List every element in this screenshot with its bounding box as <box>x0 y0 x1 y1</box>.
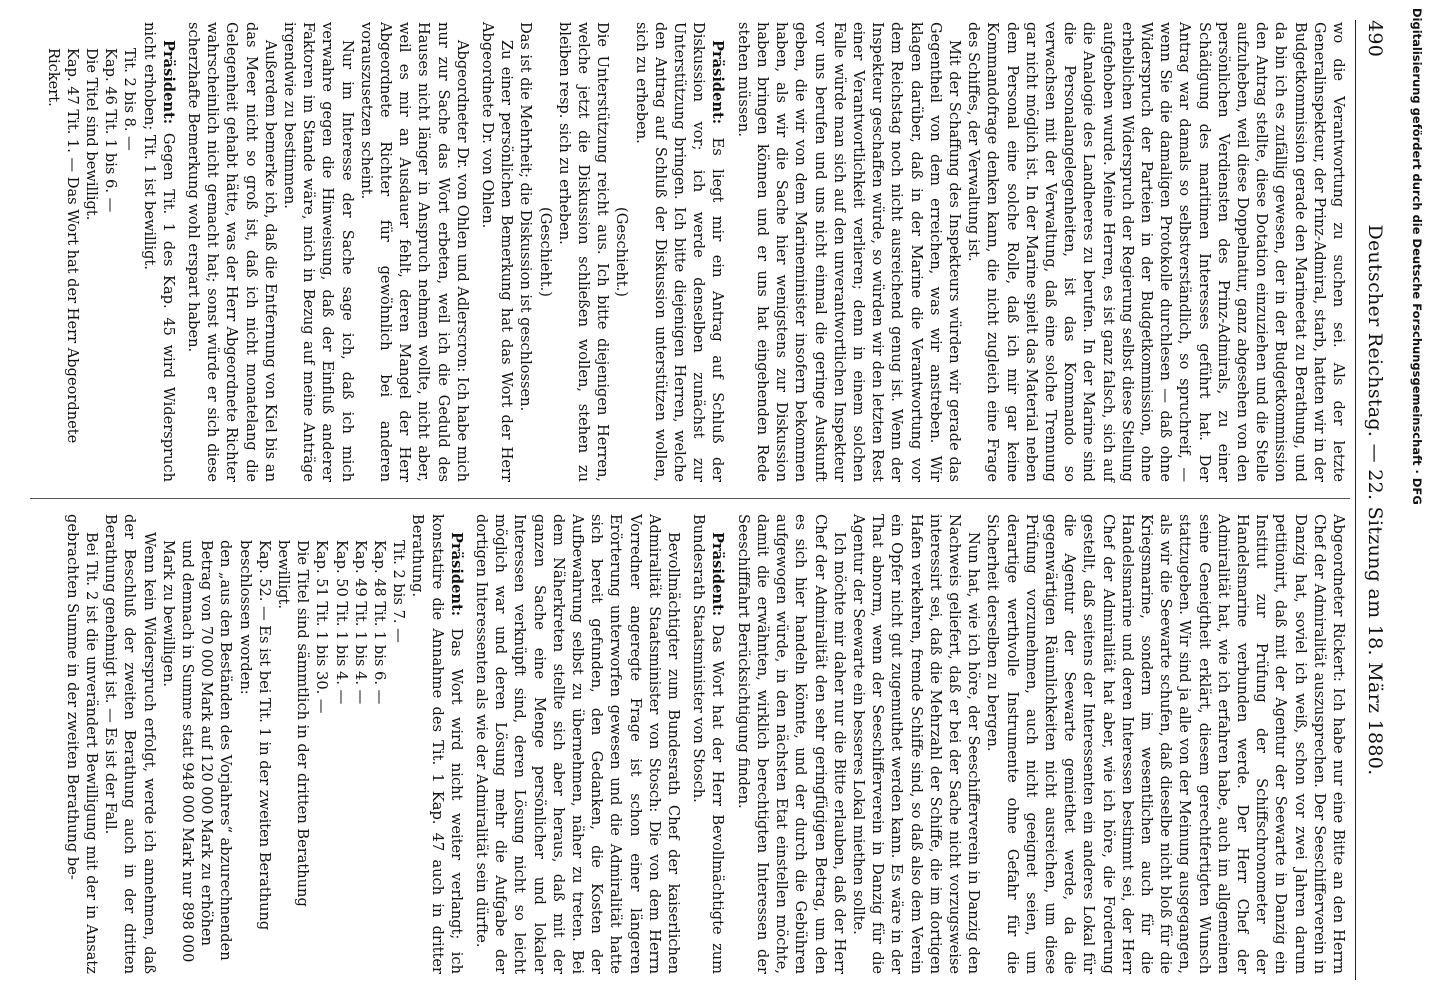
paragraph <box>370 514 389 974</box>
paragraph <box>964 22 1348 482</box>
paragraph-text: Die Titel sind sämmtlich in der dritten Berathung bewilligt. <box>275 540 312 907</box>
paragraph <box>631 22 727 482</box>
paragraph <box>555 22 613 482</box>
paragraph-text: Außerdem bemerke ich, daß die Entfernung von Kiel bis an das Meer nicht so groß ist, daß ich nicht monatelang die Gelegenheit gehabt hätte, was der Herr Abgeordnete Richter wahrscheinlich nicht gemacht hat; sonst würde er sich diese scherzhafte Bemerkung wohl erspart haben. <box>185 22 279 482</box>
page-number: 490 <box>1364 20 1386 58</box>
paragraph <box>139 22 177 482</box>
paragraph <box>351 514 370 974</box>
column-divider <box>30 498 1350 499</box>
speaker-label: Präsident: <box>159 40 177 125</box>
rotated-newspaper-page <box>16 0 1416 1000</box>
paragraph <box>120 22 139 482</box>
paragraph-text: Wenn kein Widerspruch erfolgt, werde ich annehmen, daß der Beschluß der zweiten Berathung auch in der dritten Berathung genehmigt ist. — Es ist der Fall. <box>102 514 158 974</box>
paragraph-text: (Geschieht.) <box>536 207 554 297</box>
paragraph <box>612 22 631 482</box>
paragraph-text: Die Unterstützung reicht aus. Ich bitte diejenigen Herren, welche jetzt die Diskussion schließen wollen, stehen zu bleiben resp. sich zu erheben. <box>555 22 612 482</box>
speaker-label: Präsident: <box>709 40 727 125</box>
paragraph-text: Abgeordneter Dr. von Ohlen und Adlerscron: Ich habe mich nur zur Sache das Wort erbeten, weil ich die Geduld des Hauses nicht länger in Anspruch nehmen wollte, nicht aber, weil es mir an Ausdauer fehlt, deren Mangel der Herr Abgeordnete Richter für gewöhnlich bei anderen vorauszusetzen scheint. <box>357 22 471 482</box>
paragraph <box>101 514 159 974</box>
paragraph-text: (Geschieht.) <box>613 207 631 297</box>
paragraph <box>535 22 554 482</box>
paragraph <box>331 514 350 974</box>
paragraph-text: Das Wort wird nicht weiter verlangt; ich konstatire die Annahme des Tit. 1 Kap. 47 auch in dritter Berathung. <box>409 514 465 974</box>
paragraph <box>849 514 983 974</box>
paragraph <box>63 514 101 974</box>
paragraph-text: Es liegt mir ein Antrag auf Schluß der Diskussion vor; ich werde denselben zunächst zur Unterstützung bringen. Ich bitte diejenigen Herren, welche den Antrag auf Schluß der Diskussion unterstützen wollen, sich zu erheben. <box>632 22 727 482</box>
right-column <box>63 514 1348 974</box>
digitization-credit <box>1407 8 1427 588</box>
paragraph <box>357 22 472 482</box>
header-rule <box>1355 20 1356 980</box>
speaker-label: Präsident: <box>447 532 465 617</box>
paragraph <box>235 514 273 974</box>
running-header <box>1356 20 1386 980</box>
paragraph <box>408 514 466 974</box>
paragraph <box>184 22 280 482</box>
paragraph <box>159 514 236 974</box>
paragraph <box>689 514 727 974</box>
paragraph-text: Nun hat, wie ich höre, der Seeschifferverein in Danzig den Nachweis geliefert, daß er bei der Sache nicht vorzugsweise interessirt sei, daß die Mehrzahl der Schiffe, die im dortigen Hafen verkehren, fremde Schiffe sind, so daß also dem Verein ein Opfer nicht gut zugemuthet werden kann. Es wäre in der That abnorm, wenn der Seeschifferverein in Danzig für die Agentur der Seewarte ein besseres Lokal miethen sollte. <box>849 514 983 974</box>
paragraph-text: Kap. 47 Tit. 1. — Das Wort hat der Herr Abgeordnete Rickert. <box>44 48 81 444</box>
paragraph-text: Bei Tit. 2 ist die unverändert Bewilligung mit der in Ansatz gebrachten Summe in der zweiten Berathung be- <box>63 514 100 974</box>
paragraph-text: Kap. 51 Tit. 1 bis 30. — <box>313 540 331 714</box>
paragraph <box>274 514 312 974</box>
left-column <box>43 22 1348 482</box>
paragraph <box>312 514 331 974</box>
paragraph <box>389 514 408 974</box>
paragraph-text: Bevollmächtigter zum Bundesrath Chef der kaiserlichen Admiralität Staatsminister von Stosch: Die von dem Herrn Vorredner angeregte Frage ist schon einer längeren Erörterung unterworfen gewesen und die Admiralität hatte sich bereit gefunden, den Gedanken, die Kosten der Aufbewahrung selbst zu übernehmen, näher zu treten. Bei dem Näherkreten stellte sich aber heraus, daß mit der ganzen Sache eine Menge persönlicher und lokaler Interessen verknüpft sind, deren Lösung nicht so leicht möglich war und deren Lösung mehr die Aufgabe der dortigen Interessenten als wie der Admiralität sein dürfte. <box>473 514 683 974</box>
paragraph-text: Kap. 52. — Es ist bei Tit. 1 in der zweiten Berathung beschlossen worden: <box>236 540 273 931</box>
paragraph-text: Tit. 2 bis 8. — <box>121 48 139 151</box>
paragraph <box>280 22 357 482</box>
paragraph-text: Das ist die Mehrheit; die Diskussion ist geschlossen. <box>517 22 535 412</box>
paragraph-text: Kap. 48 Tit. 1 bis 6. — <box>371 540 389 705</box>
paragraph <box>472 514 683 974</box>
digitization-credit-text: Digitalisierung gefördert durch die Deutsche Forschungsgemeinschaft · DFG <box>1410 8 1424 505</box>
paragraph-text: wo die Verantwortung zu suchen sei. Als der letzte Generalinspekteur, der Prinz-Admiral, starb, hatten wir in der Budgetkommission gerade den Marineetat zu Berathung, und da bin ich es zufällig gewesen, der in der Budgetkommission den Antrag stellte, diese Dotation einzuziehen und die Stelle aufzuheben, weil diese Doppelnatur, ganz abgesehen von den persönlichen Verdiensten des Prinz-Admirals, zu einer Schädigung des maritimen Interesses geführt hat. Der Antrag war damals so selbstverständlich, so spruchreif, — wenn Sie die damaligen Protokolle durchlesen — daß ohne Widerspruch der Parteien in der Budgetkommission, ohne erheblichen Widerspruch der Regierung selbst diese Stellung aufgehoben wurde. Meine Herren, es ist ganz falsch, sich auf die Analogie des Landheeres zu berufen. In der Marine sind die Personalangelegenheiten, ist das Kommando so verwachsen mit der Verwaltung, daß eine solche Trennung gar nicht möglich ist. In der Marine spielt das Material neben dem Personal eine solche Rolle, daß ich mir gar keine Kommandofrage denken kann, die nicht zugleich eine Frage des Schiffes, der Verwaltung ist. <box>965 22 1347 482</box>
paragraph-text: Kap. 46 Tit. 1 bis 6. — <box>102 48 120 213</box>
paragraph-text: den „aus den Beständen des Vorjahres“ abzurechnenden Betrag von 70 000 Mark auf 120 000 Mark zu erhöhen und demnach in Summe statt 948 000 Mark nur 898 000 Mark zu bewilligen. <box>159 540 235 963</box>
paragraph-text: Abgeordneter Rickert: Ich habe nur eine Bitte an den Herrn Chef der Admiralität auszusprechen. Der Seeschifferverein in Danzig hat, soviel ich weiß, schon vor zwei Jahren darum petitionirt, daß mit der Agentur der Seewarte in Danzig ein Institut zur Prüfung der Schiffschronometer der Handelsmarine verbunden werde. Der Herr Chef der Admiralität hat, wie ich erfahren habe, auch im allgemeinen seine Geneigtheit erklärt, diesem gerechtfertigten Wunsch stattzugeben. Wir sind ja alle von der Meinung ausgegangen, als wir die Seewarte schufen, daß dieselbe nicht bloß für die Kriegsmarine, sondern im wesentlichen auch für die Handelsmarine und deren Interessen bestimmt sei, der Herr Chef der Admiralität hat aber, wie ich höre, die Forderung gestellt, daß seitens der Interessenten ein anderes Lokal für die Agentur der Seewarte gemiethet werde, da die gegenwärtigen Räumlichkeiten nicht ausreichen, um diese Prüfung vorzunehmen, auch nicht geeignet seien, um derartige werthvolle Instrumente ohne Gefahr für die Sicherheit derselben zu bergen. <box>984 514 1347 974</box>
paragraph-text: Kap. 50 Tit. 1 bis 4. — <box>332 540 350 705</box>
paragraph <box>983 514 1348 974</box>
paragraph <box>82 22 101 482</box>
paragraph-text: Das Wort hat der Herr Bevollmächtigte zum Bundesrath Staatsminister von Stosch. <box>690 514 727 974</box>
paragraph-text: Ich möchte mir daher nur die Bitte erlauben, daß der Herr Chef der Admiralität den sehr geringfügigen Betrag, um den es sich hier handeln könnte, und der durch die Gebühren aufgewogen würde, in den nächsten Etat einstellen möchte, damit die erwähnten, wirklich berechtigten Interessen der Seeschifffahrt Berücksichtigung finden. <box>734 514 848 974</box>
paragraph <box>734 22 964 482</box>
paragraph-text: Die Titel sind bewilligt. <box>83 48 100 221</box>
paragraph-text: Kap. 49 Tit. 1 bis 4. — <box>351 540 369 705</box>
speaker-label: Präsident: <box>709 532 727 617</box>
paragraph <box>478 22 516 482</box>
paragraph <box>101 22 120 482</box>
paragraph-text: Gegen Tit. 1 des Kap. 45 wird Widerspruch nicht erhoben; Tit. 1 ist bewilligt. <box>140 22 177 482</box>
paragraph-text: Nur im Interesse der Sache sage ich, daß ich mich verwahre gegen die Hinweisung, daß der Einfluß anderer Faktoren im Stande wäre, mich in Bezug auf meine Anträge irgendwie zu bestimmen. <box>281 22 356 482</box>
paragraph-text: Tit. 2 bis 7. — <box>390 540 408 643</box>
paragraph-text: Zu einer persönlichen Bemerkung hat das Wort der Herr Abgeordnete Dr. von Ohlen. <box>479 22 516 482</box>
paragraph-text: Mit der Schaffung des Inspekteurs würden wir gerade das Gegentheil von dem erreichen, was wir anstreben. Wir klagen darüber, daß in der Marine die Verantwortung vor dem Reichstag noch nicht ausreichend genug ist. Wenn der Inspekteur geschaffen würde, so würden wir den letzten Rest einer Verantwortlichkeit verlieren; denn in einem solchen Falle würde man sich auf den unverantwortlichen Inspekteur vor uns berufen und uns nicht einmal die geringe Auskunft geben, die wir von dem Marineminister insofern bekommen haben, als wir die Sache hier wenigstens zur Diskussion haben bringen können und er uns hat eingehenden Rede stehen müssen. <box>734 22 963 482</box>
paragraph <box>516 22 535 482</box>
paragraph <box>734 514 849 974</box>
paragraph <box>43 22 81 482</box>
running-title: Deutscher Reichstag. — 22. Sitzung am 18. März 1880. <box>1364 224 1386 776</box>
